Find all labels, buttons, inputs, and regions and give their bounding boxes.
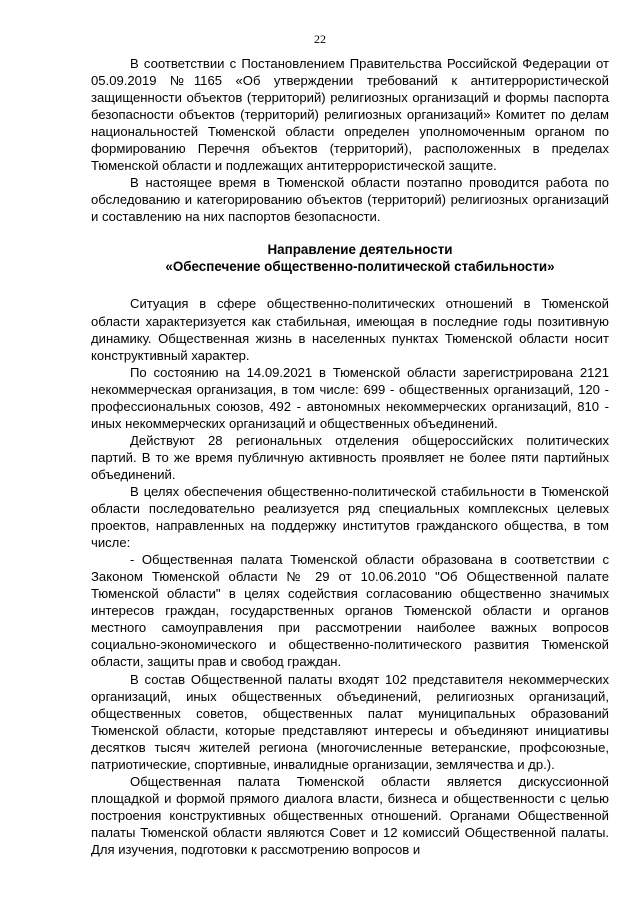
paragraph: В настоящее время в Тюменской области поэтапно проводится работа по обследованию и категорированию объектов (территорий) религиозных организаций и составлению на них паспортов безопасности. bbox=[91, 175, 609, 225]
paragraph: В соответствии с Постановлением Правительства Российской Федерации от 05.09.2019 №1165 «Об утверждении требований к антитеррористической защищенности объектов (территорий) религиозных организаций и формы паспорта безопасности объектов (территорий) религиозных организаций» Комитет по делам национальностей Тюменской области определен уполномоченным органом по формированию Перечня объектов (территорий), расположенных в пределах Тюменской области и подлежащих антитеррористической защите. bbox=[91, 56, 609, 174]
paragraph: Действуют 28 региональных отделения общероссийских политических партий. В то же время публичную активность проявляет не более пяти партийных объединений. bbox=[91, 432, 609, 482]
paragraph: - Общественная палата Тюменской области образована в соответствии с Законом Тюменской области № 29 от 10.06.2010 "Об Общественной палате Тюменской области" в целях содействия согласованию общественно значимых интересов граждан, государственных органов Тюменской области и органов местного самоуправления при рассмотрении наиболее важных вопросов социально-экономического и общественно-политического развития Тюменской области, защиты прав и свобод граждан. bbox=[91, 552, 609, 670]
section-heading bbox=[91, 241, 609, 275]
paragraph: По состоянию на 14.09.2021 в Тюменской области зарегистрирована 2121 некоммерческая организация, в том числе: 699 - общественных организаций, 120 - профессиональных союзов, 492 - автономных некоммерческих организаций, 810 - иных некоммерческих организаций и общественных объединений. bbox=[91, 364, 609, 431]
document-body bbox=[91, 55, 609, 858]
paragraph: В целях обеспечения общественно-политической стабильности в Тюменской области последовательно реализуется ряд специальных комплексных целевых проектов, направленных на поддержку институтов гражданского общества, в том числе: bbox=[91, 483, 609, 551]
page-number: 22 bbox=[314, 32, 326, 46]
paragraph: В состав Общественной палаты входят 102 представителя некоммерческих организаций, иных общественных объединений, религиозных организаций, общественных советов, общественных палат муниципальных образований Тюменской области, которые представляют интересы и объединяют инициативы десятков тысяч жителей региона (многочисленные ветеранские, профсоюзные, патриотические, спортивные, инвалидные организации, землячества и др.). bbox=[91, 671, 609, 772]
paragraph: Общественная палата Тюменской области является дискуссионной площадкой и формой прямого диалога власти, бизнеса и общественности с целью построения конструктивных общественных отношений. Органами Общественной палаты Тюменской области являются Совет и 12 комиссий Общественной палаты. Для изучения, подготовки к рассмотрению вопросов и bbox=[91, 773, 609, 857]
section-heading-line: Направление деятельности bbox=[267, 242, 453, 258]
section-heading-line: «Обеспечение общественно-политической стабильности» bbox=[165, 259, 555, 275]
paragraph: Ситуация в сфере общественно-политических отношений в Тюменской области характеризуется как стабильная, имеющая в последние годы позитивную динамику. Общественная жизнь в населенных пунктах Тюменской области носит конструктивный характер. bbox=[91, 296, 609, 363]
